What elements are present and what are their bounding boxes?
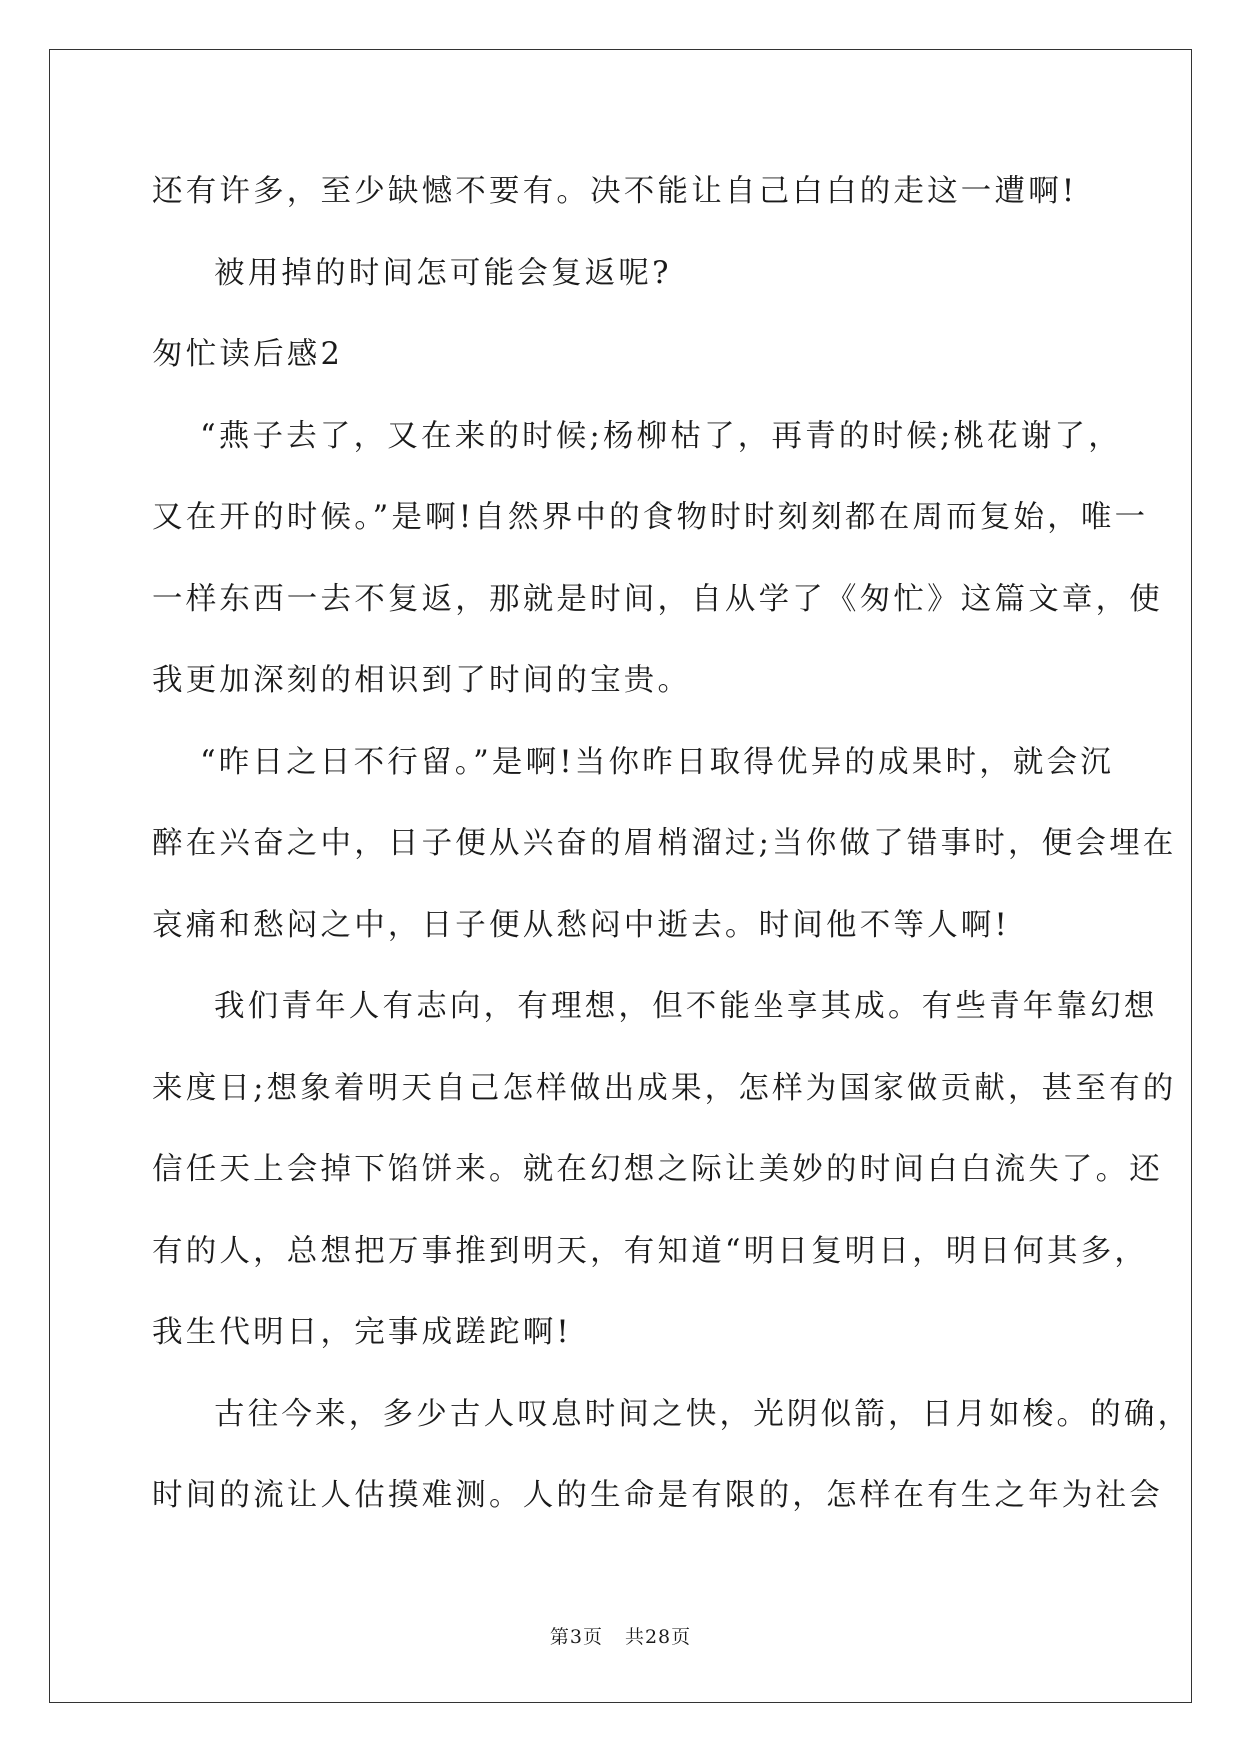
page-footer bbox=[0, 1622, 1241, 1649]
text-line: 古往今来，多少古人叹息时间之快，光阴似箭，日月如梭。的确， bbox=[214, 1396, 1192, 1432]
document-body bbox=[152, 164, 1192, 1550]
text-line: “昨日之日不行留。”是啊!当你昨日取得优异的成果时，就会沉 bbox=[200, 744, 1114, 780]
page-number: 第3页 bbox=[549, 1626, 603, 1648]
text-line: 哀痛和愁闷之中，日子便从愁闷中逝去。时间他不等人啊! bbox=[152, 907, 1010, 943]
text-line: “燕子去了，又在来的时候;杨柳枯了，再青的时候;桃花谢了， bbox=[200, 418, 1122, 454]
text-line: 我生代明日，完事成蹉跎啊! bbox=[152, 1315, 572, 1350]
text-line: 时间的流让人估摸难测。人的生命是有限的，怎样在有生之年为社会 bbox=[152, 1478, 1163, 1513]
text-line: 有的人，总想把万事推到明天，有知道“明日复明日，明日何其多， bbox=[152, 1233, 1149, 1269]
section-heading: 匆忙读后感2 bbox=[152, 337, 344, 372]
text-line: 我们青年人有志向，有理想，但不能坐享其成。有些青年靠幻想 bbox=[214, 989, 1158, 1024]
text-line: 还有许多，至少缺憾不要有。决不能让自己白白的走这一遭啊! bbox=[152, 174, 1078, 209]
text-line: 又在开的时候。”是啊!自然界中的食物时时刻刻都在周而复始，唯一 bbox=[152, 500, 1149, 535]
text-line: 来度日;想象着明天自己怎样做出成果，怎样为国家做贡献，甚至有的 bbox=[152, 1070, 1177, 1106]
text-line: 醉在兴奋之中，日子便从兴奋的眉梢溜过;当你做了错事时，便会埋在 bbox=[152, 826, 1177, 861]
text-line: 一样东西一去不复返，那就是时间，自从学了《匆忙》这篇文章，使 bbox=[152, 581, 1163, 617]
text-line: 被用掉的时间怎可能会复返呢? bbox=[214, 255, 672, 291]
page-total: 共28页 bbox=[624, 1626, 692, 1648]
text-line: 我更加深刻的相识到了时间的宝贵。 bbox=[152, 663, 692, 698]
text-line: 信任天上会掉下馅饼来。就在幻想之际让美妙的时间白白流失了。还 bbox=[152, 1152, 1163, 1187]
